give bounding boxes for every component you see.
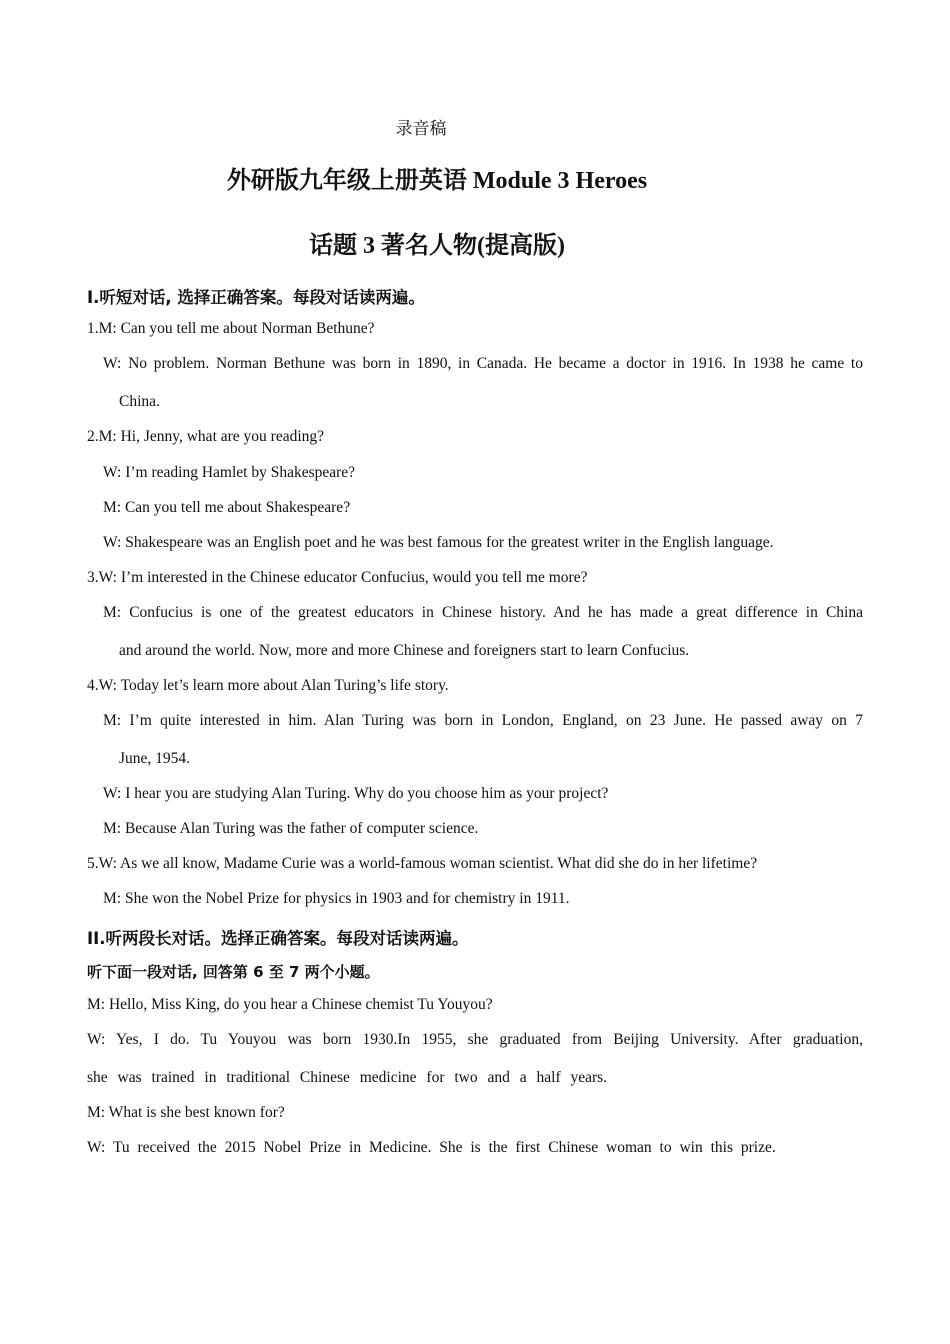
dialogue-line: W: Tu received the 2015 Nobel Prize in Medicine. She is the first Chinese woman to win this prize. (87, 1139, 776, 1156)
dialogue-line: W: I hear you are studying Alan Turing. Why do you choose him as your project? (103, 785, 609, 802)
dialogue-line: W: I’m reading Hamlet by Shakespeare? (103, 464, 356, 481)
dialogue-line: W: No problem. Norman Bethune was born in 1890, in Canada. He became a doctor in 1916. In 1938 he came to (103, 355, 863, 372)
document-subtitle: 话题 3 著名人物(提高版) (309, 233, 565, 259)
section2-heading: II.听两段长对话。选择正确答案。每段对话读两遍。 (87, 929, 469, 948)
dialogue-line: 1.M: Can you tell me about Norman Bethune? (87, 320, 375, 337)
dialogue-line: and around the world. Now, more and more Chinese and foreigners start to learn Confucius. (119, 642, 690, 659)
dialogue-line: China. (119, 393, 160, 410)
dialogue-line: M: Hello, Miss King, do you hear a Chinese chemist Tu Youyou? (87, 996, 493, 1013)
dialogue-line: W: Shakespeare was an English poet and he was best famous for the greatest writer in the English language. (103, 534, 774, 551)
dialogue-line: 2.M: Hi, Jenny, what are you reading? (87, 428, 325, 445)
dialogue-line: M: What is she best known for? (87, 1104, 285, 1121)
dialogue-line: 5.W: As we all know, Madame Curie was a world-famous woman scientist. What did she do in her lifetime? (87, 855, 758, 872)
dialogue-line: June, 1954. (119, 750, 191, 767)
dialogue-line: W: Yes, I do. Tu Youyou was born 1930.In 1955, she graduated from Beijing University. After graduation, (87, 1031, 863, 1048)
dialogue-line: M: I’m quite interested in him. Alan Turing was born in London, England, on 23 June. He passed away on 7 (103, 712, 863, 729)
dialogue-line: M: Because Alan Turing was the father of computer science. (103, 820, 479, 837)
dialogue-line: M: She won the Nobel Prize for physics in 1903 and for chemistry in 1911. (103, 890, 570, 907)
dialogue-line: M: Confucius is one of the greatest educators in Chinese history. And he has made a great difference in China (103, 604, 863, 621)
section1-heading: I.听短对话, 选择正确答案。每段对话读两遍。 (87, 288, 425, 307)
dialogue-line: 4.W: Today let’s learn more about Alan Turing’s life story. (87, 677, 449, 694)
document-title: 外研版九年级上册英语 Module 3 Heroes (226, 168, 648, 194)
dialogue-line: 3.W: I’m interested in the Chinese educator Confucius, would you tell me more? (87, 569, 588, 586)
dialogue-line: she was trained in traditional Chinese medicine for two and a half years. (87, 1069, 608, 1086)
dialogue-line: M: Can you tell me about Shakespeare? (103, 499, 351, 516)
transcript-label: 录音稿 (395, 119, 447, 139)
section2-subheading: 听下面一段对话, 回答第 6 至 7 两个小题。 (87, 963, 380, 981)
